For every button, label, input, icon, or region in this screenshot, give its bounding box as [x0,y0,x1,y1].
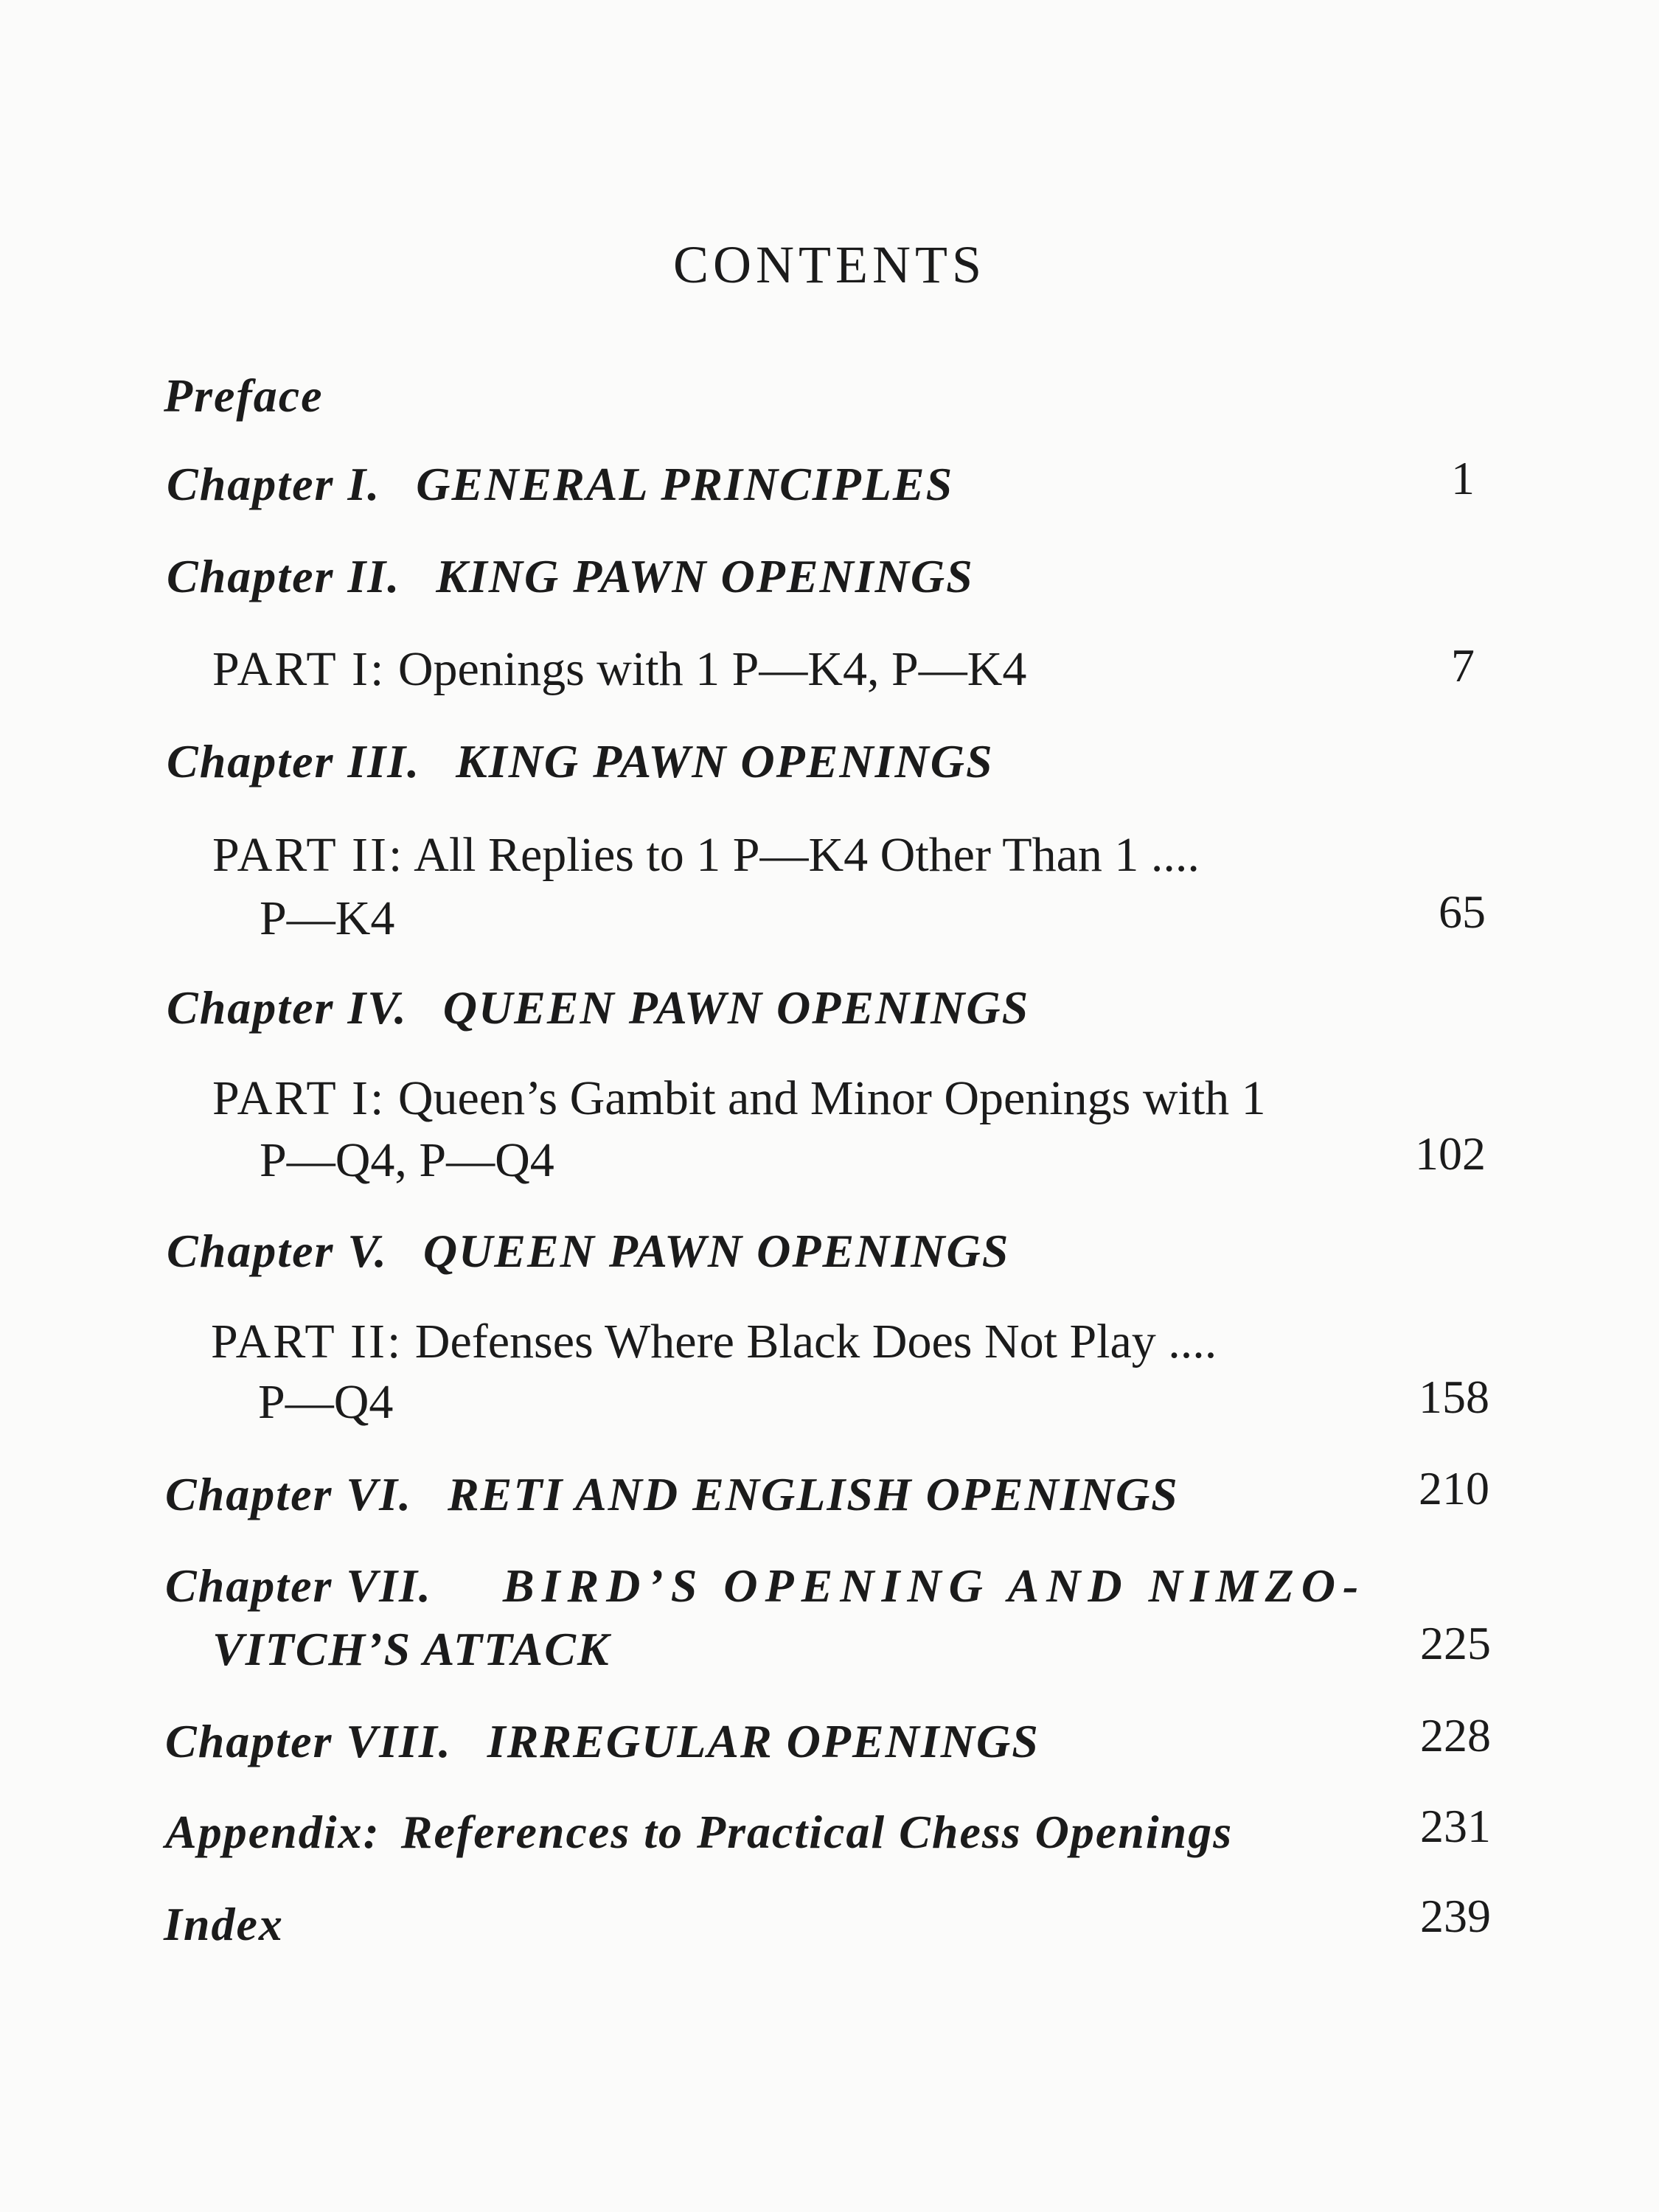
chapter-4-part-1-entry [212,1071,1266,1127]
chapter-1-label: Chapter I. [167,458,381,510]
chapter-8-label: Chapter VIII. [165,1715,452,1767]
page-title: CONTENTS [673,235,986,294]
chapter-4-title: QUEEN PAWN OPENINGS [442,981,1030,1034]
chapter-4-entry [167,981,1029,1035]
chapter-5-title: QUEEN PAWN OPENINGS [422,1225,1010,1277]
chapter-1-page: 1 [1451,452,1475,504]
part-label: PART II: [212,828,405,882]
chapter-3-part-2-page: 65 [1439,886,1486,938]
part-label: PART I: [212,1071,386,1125]
chapter-5-part-2-page: 158 [1419,1371,1489,1423]
chapter-6-label: Chapter VI. [165,1468,412,1520]
chapter-5-entry [167,1224,1009,1279]
appendix-page: 231 [1420,1800,1491,1852]
chapter-8-entry [165,1714,1040,1769]
part-text: Openings with 1 P—K4, P—K4 [397,642,1027,696]
part-text: Defenses Where Black Does Not Play .... [414,1315,1217,1368]
chapter-7-title-continuation: VITCH’S ATTACK [212,1623,611,1675]
part-text: Queen’s Gambit and Minor Openings with 1 [397,1071,1266,1125]
chapter-3-label: Chapter III. [167,735,421,787]
chapter-2-entry [167,549,974,604]
chapter-3-title: KING PAWN OPENINGS [456,735,994,787]
preface-entry [164,369,324,423]
index-page: 239 [1420,1890,1491,1942]
index-label: Index [164,1898,284,1950]
part-text: All Replies to 1 P—K4 Other Than 1 .... [414,828,1200,882]
index-entry [164,1897,284,1952]
chapter-2-part-1-entry [212,641,1026,698]
chapter-4-label: Chapter IV. [167,981,408,1034]
chapter-5-label: Chapter V. [167,1225,388,1277]
part-label: PART II: [211,1315,403,1368]
appendix-label: Appendix: [165,1806,380,1858]
appendix-title: References to Practical Chess Openings [400,1806,1234,1858]
chapter-7-label: Chapter VII. [165,1559,432,1612]
chapter-2-label: Chapter II. [167,550,401,602]
chapter-6-page: 210 [1419,1462,1489,1514]
appendix-entry [165,1805,1233,1860]
chapter-3-entry [167,734,994,789]
chapter-4-part-1-continuation: P—Q4, P—Q4 [260,1133,554,1187]
chapter-3-part-2-entry [212,827,1200,883]
chapter-6-title: RETI AND ENGLISH OPENINGS [447,1468,1179,1520]
chapter-5-part-2-entry [211,1314,1217,1370]
chapter-3-part-2-continuation: P—K4 [260,891,395,945]
chapter-8-page: 228 [1420,1709,1491,1761]
chapter-7-title: BIRD’S OPENING AND NIMZO- [502,1559,1366,1612]
chapter-8-title: IRREGULAR OPENINGS [487,1715,1040,1767]
chapter-4-part-1-page: 102 [1415,1127,1486,1180]
chapter-5-part-2-continuation: P—Q4 [258,1375,394,1429]
chapter-2-title: KING PAWN OPENINGS [436,550,974,602]
chapter-1-entry [167,457,953,512]
part-label: PART I: [212,642,386,696]
preface-label: Preface [164,369,324,422]
chapter-2-part-1-page: 7 [1451,639,1475,692]
chapter-7-page: 225 [1420,1617,1491,1669]
chapter-1-title: GENERAL PRINCIPLES [416,458,954,510]
chapter-6-entry [165,1467,1179,1522]
chapter-7-entry [165,1559,1366,1613]
